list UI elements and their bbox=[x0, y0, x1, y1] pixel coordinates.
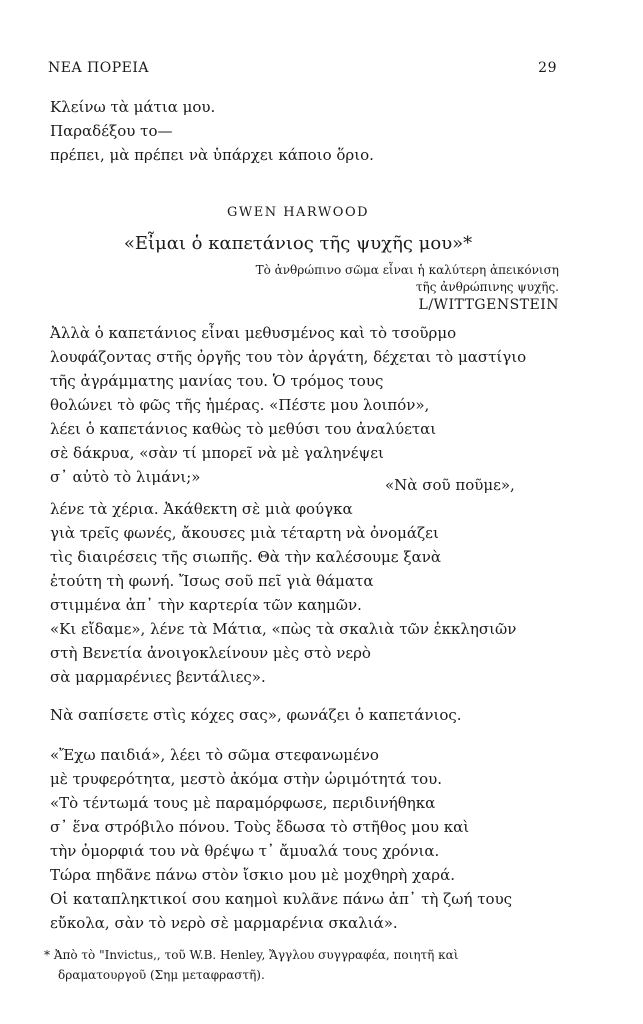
poem-title: «Εἶμαι ὁ καπετάνιος τῆς ψυχῆς μου»* bbox=[123, 233, 473, 254]
verse-line: λένε τὰ χέρια. Ἀκάθεκτη σὲ μιὰ φούγκα bbox=[50, 500, 353, 518]
footnote-line: * Ἀπὸ τὸ "Invictus,, τοῦ W.B. Henley, Ἄγγλου συγγραφέα, ποιητῆ καὶ bbox=[44, 948, 459, 962]
verse-line: τὴν ὀμορφιά του νὰ θρέψω τ᾽ ἄμυαλά τους χρόνια. bbox=[50, 842, 440, 860]
text-line: πρέπει, μὰ πρέπει νὰ ὑπάρχει κάποιο ὅριο. bbox=[50, 146, 374, 164]
verse-line: θολώνει τὸ φῶς τῆς ἡμέρας. «Πέστε μου λοιπόν», bbox=[50, 396, 430, 414]
verse-line: σὰ μαρμαρένιες βεντάλιες». bbox=[50, 668, 266, 686]
running-header: ΝΕΑ ΠΟΡΕΙΑ bbox=[48, 60, 149, 76]
epigraph-line: Τὸ ἀνθρώπινο σῶμα εἶναι ἡ καλύτερη ἀπεικόνιση bbox=[255, 263, 559, 277]
epigraph-source: L/WITTGENSTEIN bbox=[418, 297, 559, 313]
verse-line: Οἱ καταπληκτικοί σου καημοὶ κυλᾶνε πάνω ἀπ᾽ τὴ ζωή τους bbox=[50, 890, 513, 908]
verse-line: «Τὸ τέντωμά τους μὲ παραμόρφωσε, περιδινήθηκα bbox=[50, 794, 436, 812]
page-number: 29 bbox=[538, 60, 557, 76]
verse-line: λέει ὁ καπετάνιος καθὼς τὸ μεθύσι του ἀναλύεται bbox=[50, 420, 437, 438]
poem-author: GWEN HARWOOD bbox=[226, 205, 370, 220]
verse-line: σὲ δάκρυα, «σὰν τί μπορεῖ νὰ μὲ γαληνέψει bbox=[50, 444, 384, 462]
verse-line: τῆς ἀγράμματης μανίας του. Ὁ τρόμος τους bbox=[50, 372, 384, 390]
verse-line: σ᾽ αὐτὸ τὸ λιμάνι;» bbox=[50, 468, 201, 486]
text-line: Παραδέξου το— bbox=[50, 122, 173, 140]
verse-line: «Ἔχω παιδιά», λέει τὸ σῶμα στεφανωμένο bbox=[50, 746, 379, 764]
verse-line: μὲ τρυφερότητα, μεστὸ ἀκόμα στὴν ὡριμότητά του. bbox=[50, 770, 443, 788]
verse-line: ἐτούτη τὴ φωνή. Ἴσως σοῦ πεῖ γιὰ θάματα bbox=[50, 572, 374, 590]
text-line: Κλείνω τὰ μάτια μου. bbox=[50, 98, 216, 116]
footnote bbox=[44, 945, 564, 985]
verse-line: «Κι εἴδαμε», λένε τὰ Μάτια, «πὼς τὰ σκαλιὰ τῶν ἐκκλησιῶν bbox=[50, 620, 517, 638]
footnote-line: δραματουργοῦ (Σημ μεταφραστῆ). bbox=[58, 968, 265, 982]
verse-line: Τώρα πηδᾶνε πάνω στὸν ἴσκιο μου μὲ μοχθηρὴ χαρά. bbox=[50, 866, 455, 884]
verse-line: Ἀλλὰ ὁ καπετάνιος εἶναι μεθυσμένος καὶ τὸ τσοῦρμο bbox=[50, 324, 457, 342]
verse-line-indented: «Νὰ σοῦ ποῦμε», bbox=[385, 476, 515, 494]
verse-line: γιὰ τρεῖς φωνές, ἄκουσες μιὰ τέταρτη νὰ ὀνομάζει bbox=[50, 524, 439, 542]
verse-line: στὴ Βενετία ἀνοιγοκλείνουν μὲς στὸ νερὸ bbox=[50, 644, 371, 662]
verse-line: στιμμένα ἀπ᾽ τὴν καρτερία τῶν καημῶν. bbox=[50, 596, 362, 614]
verse-line: τὶς διαιρέσεις τῆς σιωπῆς. Θὰ τὴν καλέσουμε ξανὰ bbox=[50, 548, 441, 566]
verse-line: Νὰ σαπίσετε στὶς κόχες σας», φωνάζει ὁ καπετάνιος. bbox=[50, 706, 462, 724]
epigraph-line: τῆς ἀνθρώπινης ψυχῆς. bbox=[415, 280, 559, 294]
verse-line: λουφάζοντας στῆς ὀργῆς του τὸν ἀργάτη, δέχεται τὸ μαστίγιο bbox=[50, 348, 527, 366]
verse-line: σ᾽ ἕνα στρόβιλο πόνου. Τοὺς ἔδωσα τὸ στῆθος μου καὶ bbox=[50, 818, 470, 836]
verse-line: εὔκολα, σὰν τὸ νερὸ σὲ μαρμαρένια σκαλιά». bbox=[50, 914, 398, 932]
